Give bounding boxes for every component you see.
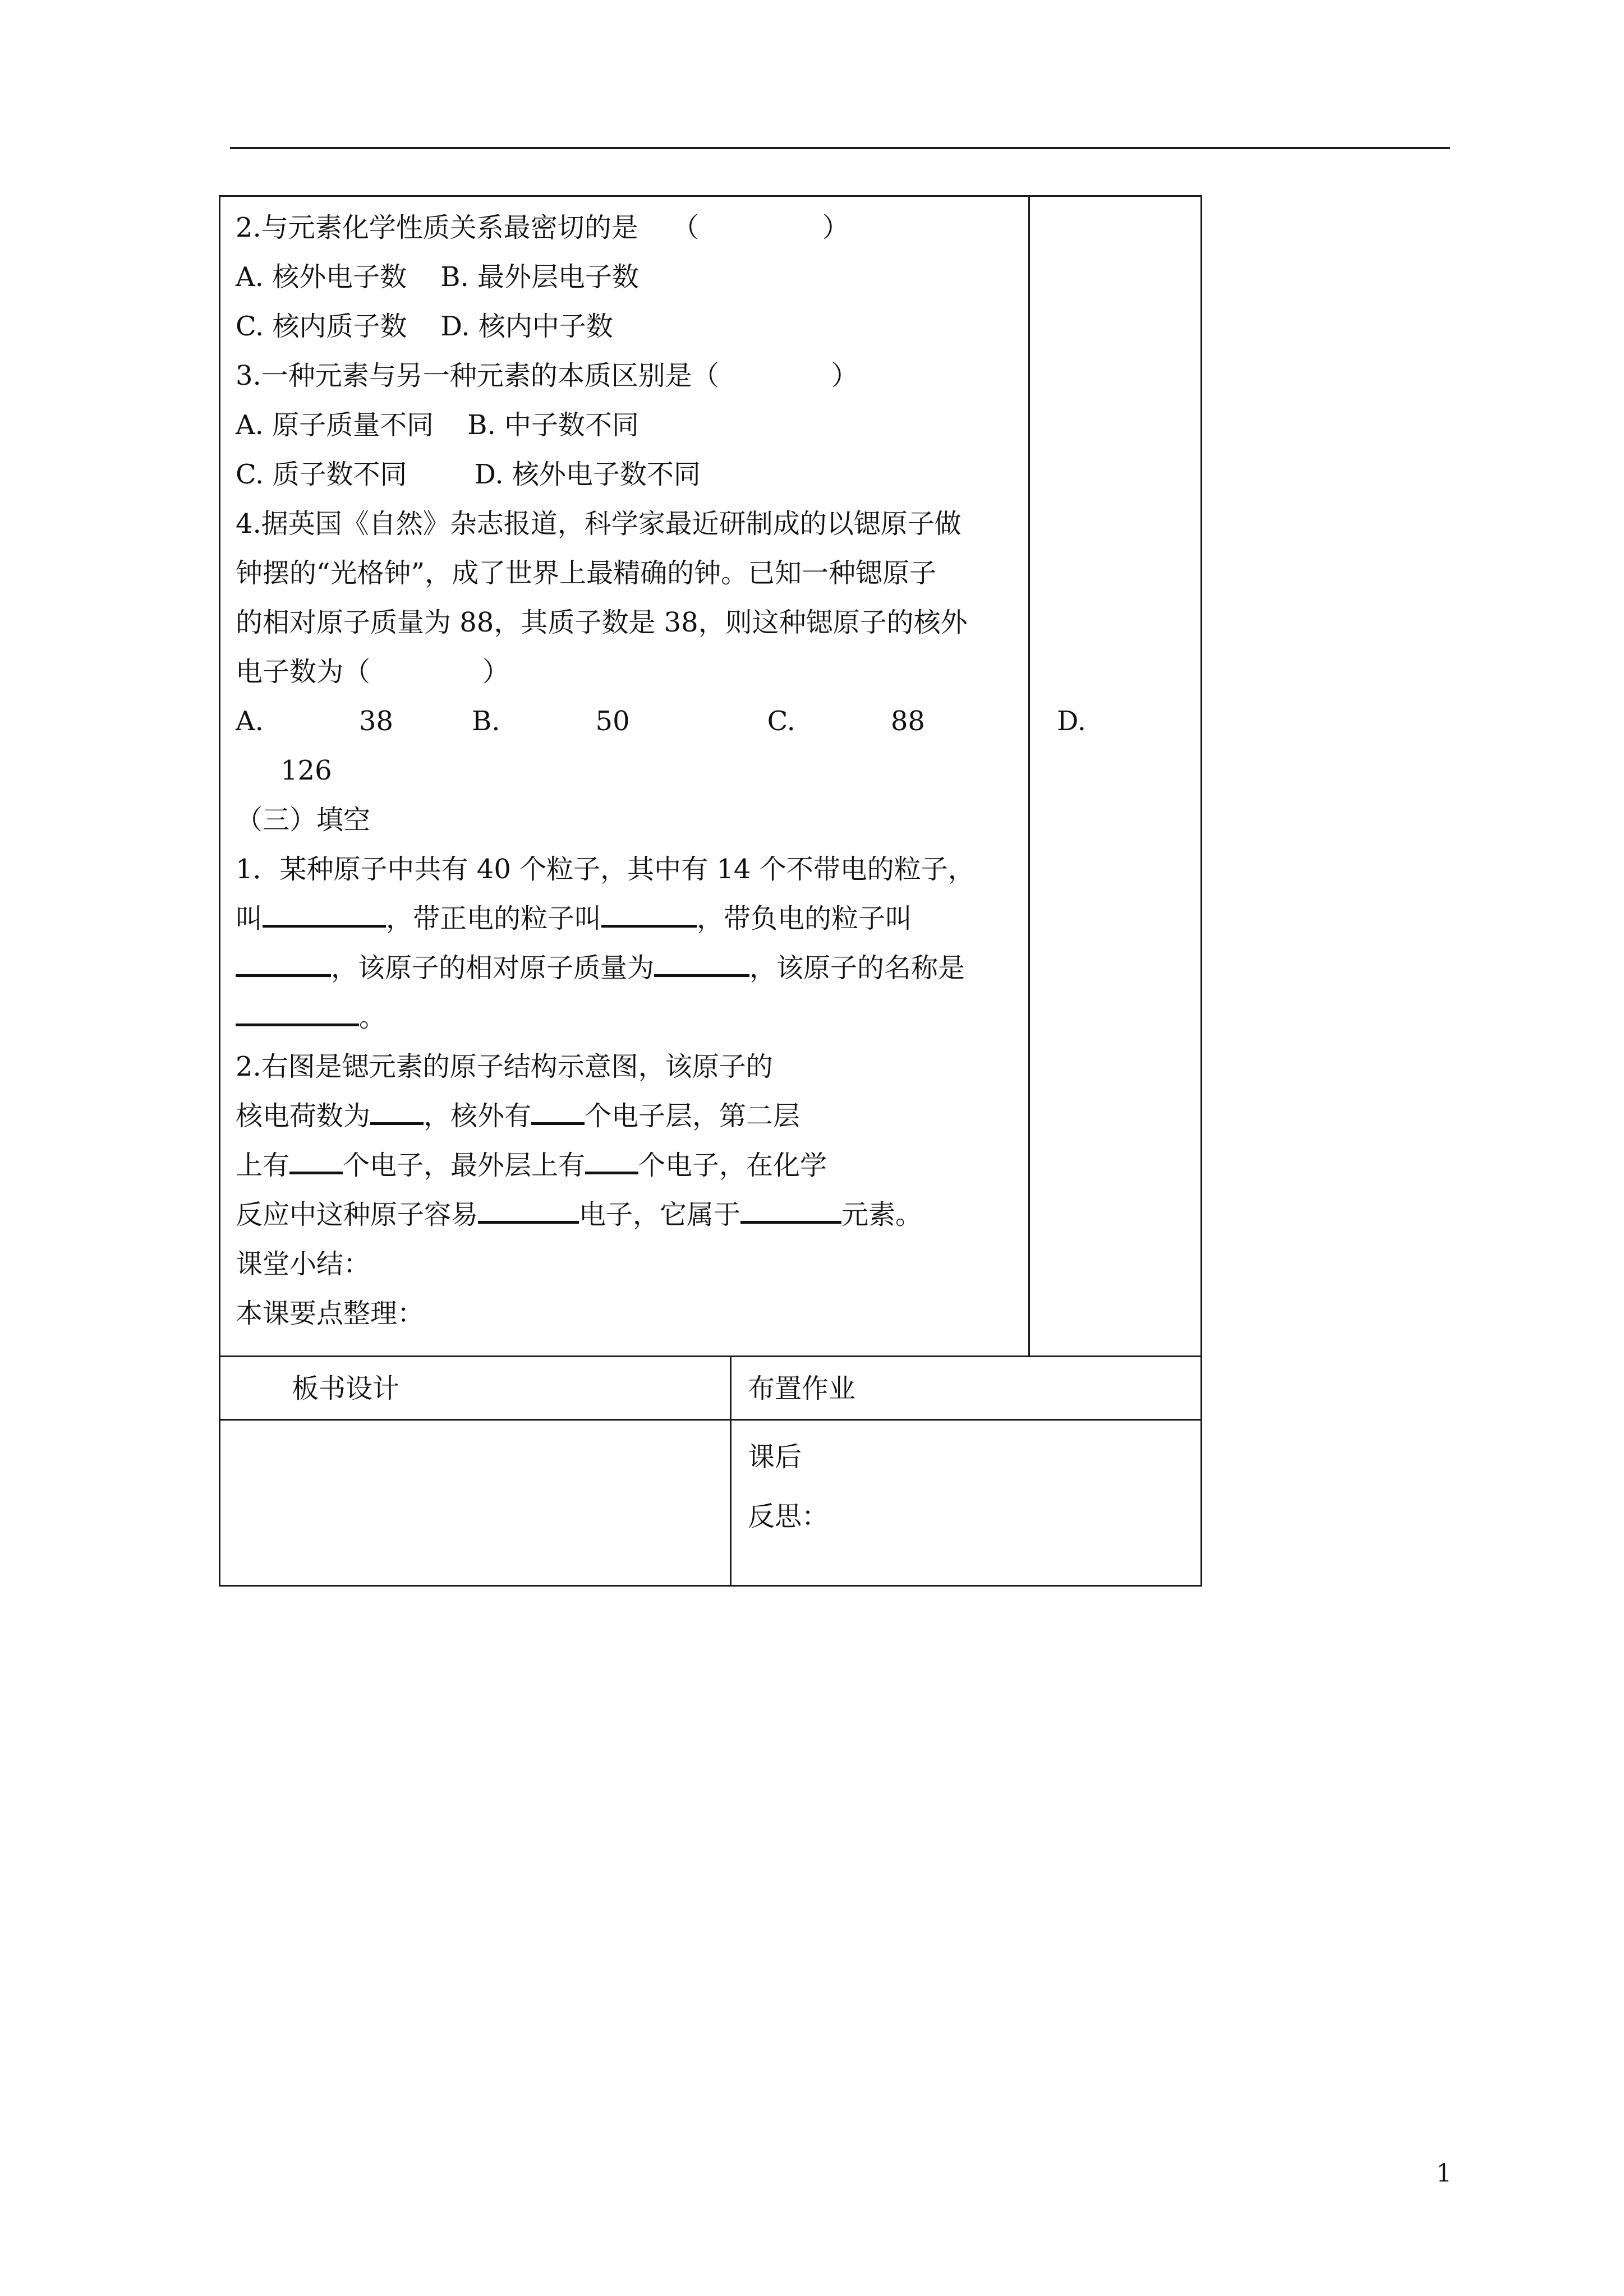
table-bottom-column-divider [730, 1356, 732, 1587]
q3-stem: 3.一种元素与另一种元素的本质区别是（ ） [236, 360, 858, 391]
f1-line2: 叫 ，带正电的粒子叫 ，带负电的粒子叫 [236, 894, 1021, 943]
q4-line4: 电子数为（ ） [236, 656, 510, 688]
f1-line1: 1．某种原子中共有 40 个粒子，其中有 14 个不带电的粒子， [236, 854, 975, 885]
q2-stem: 2.与元素化学性质关系最密切的是 （ ） [236, 212, 849, 243]
reflection-label: 反思： [748, 1501, 829, 1532]
homework-label: 布置作业 [748, 1373, 856, 1404]
fill-section-heading: （三）填空 [236, 804, 371, 836]
q4-line2: 钟摆的“光格钟”，成了世界上最精确的钟。已知一种锶原子 [236, 557, 937, 589]
f2-line1: 2.右图是锶元素的原子结构示意图，该原子的 [236, 1051, 773, 1082]
key-points-label: 本课要点整理： [236, 1298, 425, 1329]
answer-blank[interactable] [236, 997, 359, 1026]
f1-line4: 。 [236, 993, 1021, 1042]
q4-option-d-value: 126 [280, 755, 332, 786]
class-summary-label: 课堂小结： [236, 1248, 371, 1280]
worksheet-content [236, 203, 1086, 1338]
answer-blank[interactable] [601, 898, 697, 928]
answer-blank[interactable] [740, 1194, 841, 1224]
q2-options-ab: A. 核外电子数 B. 最外层电子数 [236, 261, 639, 293]
answer-blank[interactable] [654, 947, 749, 977]
q4-line1: 4.据英国《自然》杂志报道，科学家最近研制成的以锶原子做 [236, 508, 961, 540]
f2-line3: 上有 个电子，最外层上有 个电子，在化学 [236, 1141, 1021, 1190]
table-row-divider-top [219, 1356, 1202, 1357]
q4-line3: 的相对原子质量为 88，其质子数是 38，则这种锶原子的核外 [236, 607, 968, 638]
q3-options-ab: A. 原子质量不同 B. 中子数不同 [236, 409, 639, 441]
answer-blank[interactable] [370, 1095, 424, 1125]
f2-line4: 反应中这种原子容易 电子，它属于 元素。 [236, 1190, 1021, 1239]
answer-blank[interactable] [289, 1145, 343, 1174]
f2-line2: 核电荷数为 ，核外有 个电子层，第二层 [236, 1091, 1021, 1141]
board-design-label: 板书设计 [292, 1373, 400, 1404]
answer-blank[interactable] [585, 1145, 638, 1174]
table-row-divider-bottom [219, 1419, 1202, 1421]
header-rule [230, 147, 1450, 149]
q2-options-cd: C. 核内质子数 D. 核内中子数 [236, 311, 613, 342]
q3-options-cd: C. 质子数不同 D. 核外电子数不同 [236, 459, 701, 490]
table-right-column-divider [1028, 195, 1030, 1356]
q4-options: A. 38 B. 50 C. 88 D. [236, 706, 1086, 737]
answer-blank[interactable] [478, 1194, 579, 1224]
answer-blank[interactable] [236, 947, 331, 977]
page-number: 1 [1436, 2159, 1452, 2188]
answer-blank[interactable] [531, 1095, 585, 1125]
after-class-label: 课后 [748, 1441, 802, 1473]
answer-blank[interactable] [263, 898, 386, 928]
f1-line3: ，该原子的相对原子质量为 ，该原子的名称是 [236, 943, 1021, 993]
